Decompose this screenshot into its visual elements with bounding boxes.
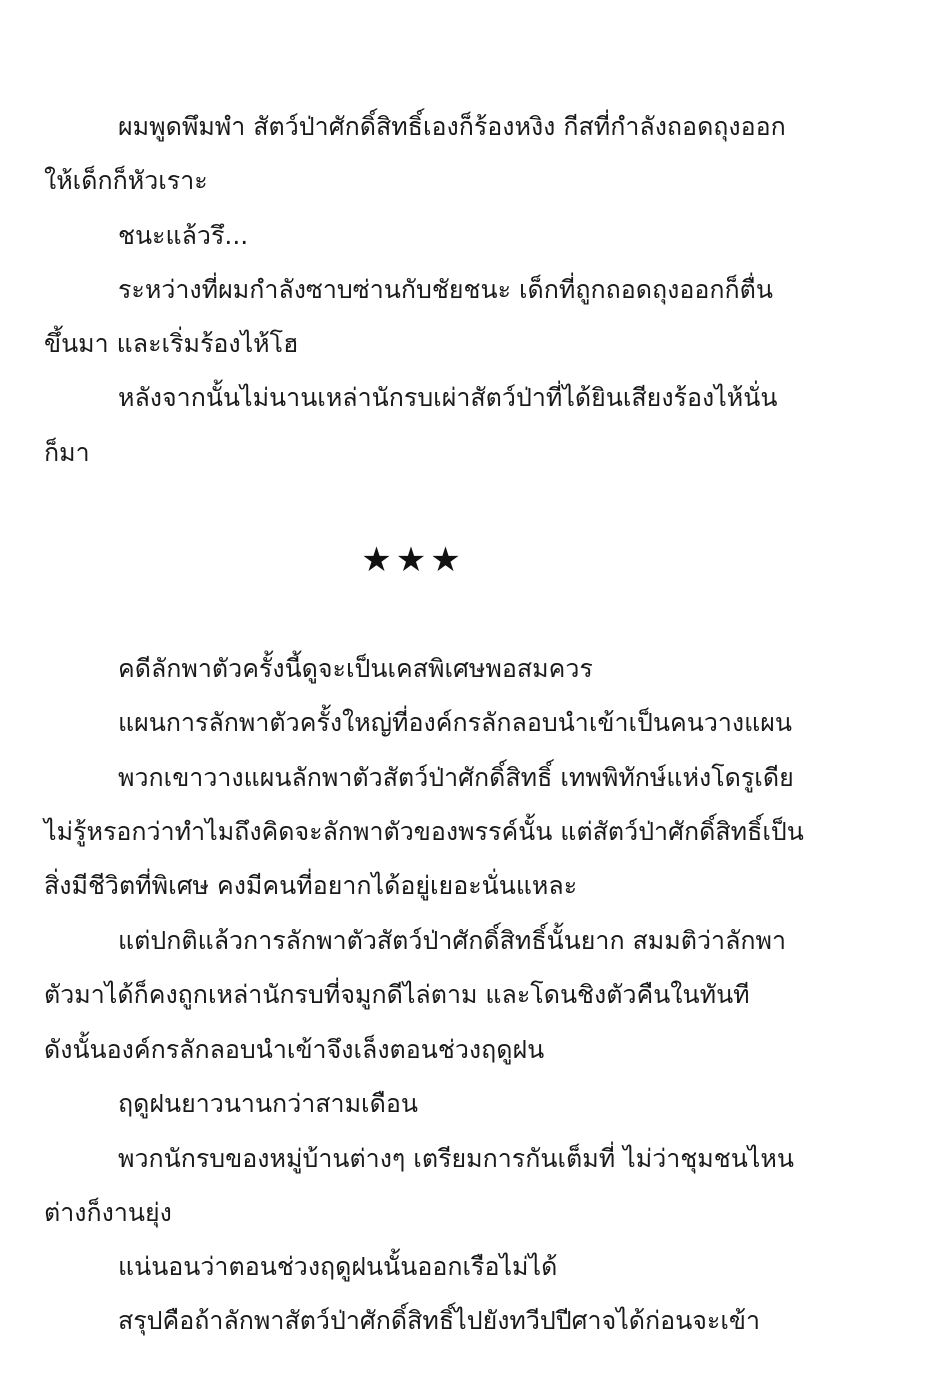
text-line: แต่ปกติแล้วการลักพาตัวสัตว์ป่าศักดิ์สิทธิ์นั้นยาก สมมติว่าลักพา — [118, 926, 787, 955]
text-line: ชนะแล้วรึ... — [118, 221, 249, 250]
section-separator-stars: ★★★ — [361, 540, 465, 580]
text-line: คดีลักพาตัวครั้งนี้ดูจะเป็นเคสพิเศษพอสมควร — [118, 654, 593, 683]
text-line: ดังนั้นองค์กรลักลอบนำเข้าจึงเล็งตอนช่วงฤดูฝน — [44, 1035, 545, 1064]
text-line: ฤดูฝนยาวนานกว่าสามเดือน — [118, 1089, 418, 1118]
text-line: ก็มา — [44, 438, 90, 467]
text-line: พวกนักรบของหมู่บ้านต่างๆ เตรียมการกันเต็มที่ ไม่ว่าชุมชนไหน — [118, 1144, 794, 1173]
text-line: ตัวมาได้ก็คงถูกเหล่านักรบที่จมูกดีไล่ตาม และโดนชิงตัวคืนในทันที — [44, 980, 750, 1009]
text-line: ระหว่างที่ผมกำลังซาบซ่านกับชัยชนะ เด็กที่ถูกถอดถุงออกก็ตื่น — [118, 275, 773, 304]
text-line: สิ่งมีชีวิตที่พิเศษ คงมีคนที่อยากได้อยู่เยอะนั่นแหละ — [44, 871, 578, 900]
text-line: ไม่รู้หรอกว่าทำไมถึงคิดจะลักพาตัวของพรรค์นั้น แต่สัตว์ป่าศักดิ์สิทธิ์เป็น — [44, 817, 804, 846]
text-line: พวกเขาวางแผนลักพาตัวสัตว์ป่าศักดิ์สิทธิ์ เทพพิทักษ์แห่งโดรูเดีย — [118, 763, 794, 792]
text-line: ขึ้นมา และเริ่มร้องไห้โฮ — [44, 329, 299, 358]
text-line: หลังจากนั้นไม่นานเหล่านักรบเผ่าสัตว์ป่าที่ได้ยินเสียงร้องไห้นั่น — [118, 383, 778, 412]
text-line: แผนการลักพาตัวครั้งใหญ่ที่องค์กรลักลอบนำเข้าเป็นคนวางแผน — [118, 708, 792, 737]
text-line: ให้เด็กก็หัวเราะ — [44, 166, 208, 195]
text-line: ผมพูดพึมพำ สัตว์ป่าศักดิ์สิทธิ์เองก็ร้องหงิง กีสที่กำลังถอดถุงออก — [118, 112, 786, 141]
text-line: สรุปคือถ้าลักพาสัตว์ป่าศักดิ์สิทธิ์ไปยังทวีปปีศาจได้ก่อนจะเข้า — [118, 1306, 761, 1335]
text-line: ต่างก็งานยุ่ง — [44, 1198, 172, 1227]
text-line: แน่นอนว่าตอนช่วงฤดูฝนนั้นออกเรือไม่ได้ — [118, 1252, 558, 1281]
